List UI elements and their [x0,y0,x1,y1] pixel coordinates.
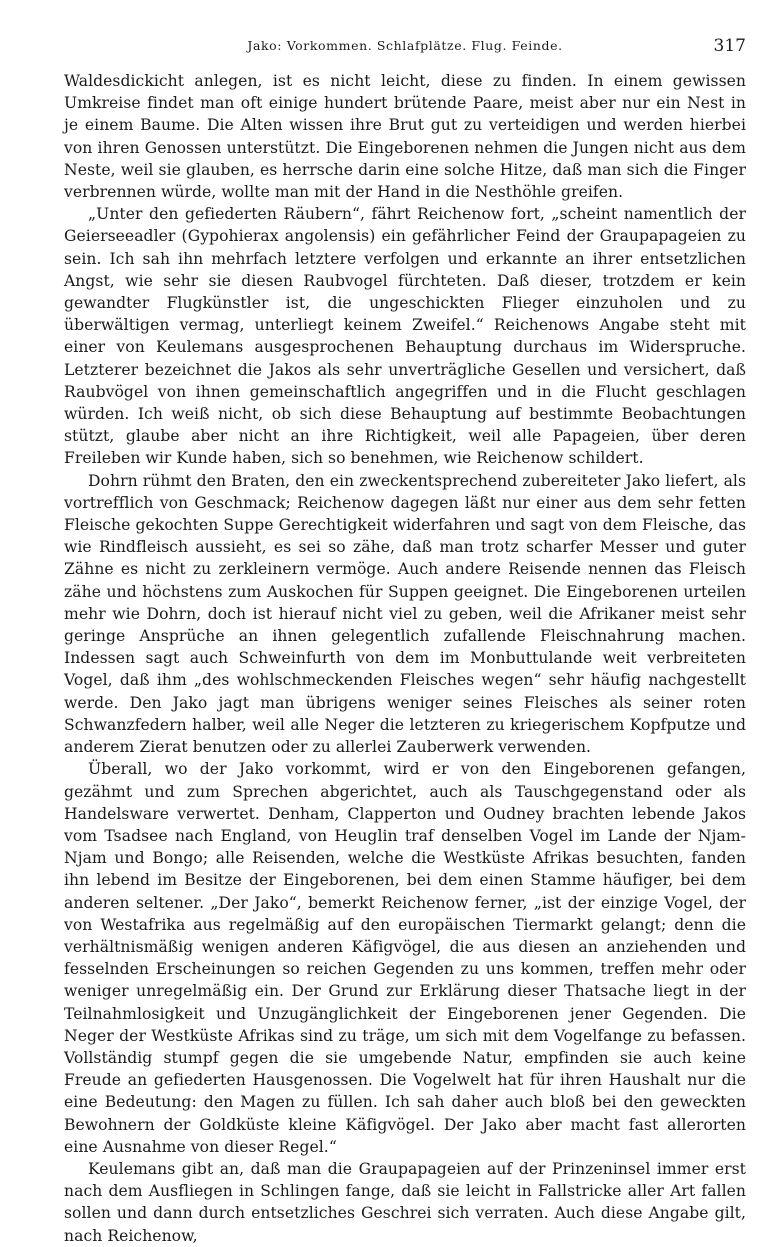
page-number: 317 [713,36,746,56]
paragraph-raubvoegel: „Unter den gefiederten Räubern“, fährt Reichenow fort, „scheint namentlich der Geierseeadler (Gypohierax angolensis) ein gefährlicher Feind der Graupapageien zu sein. Ich sah ihn mehrfach letztere verfolgen und erkannte an ihrer entsetzlichen Angst, wie sehr sie diesen Raubvogel fürchteten. Daß dieser, trotzdem er kein gewandter Flugkünstler ist, die ungeschickten Flieger einzuholen und zu überwältigen vermag, unterliegt keinem Zweifel.“ Reichenows Angabe steht mit einer von Keulemans ausgesprochenen Behauptung durchaus im Widerspruche. Letzterer bezeichnet die Jakos als sehr unverträgliche Gesellen und versichert, daß Raubvögel von ihnen gemeinschaftlich angegriffen und in die Flucht geschlagen würden. Ich weiß nicht, ob sich diese Behauptung auf bestimmte Beobachtungen stützt, glaube aber nicht an ihre Richtigkeit, weil alle Papageien, über deren Freileben wir Kunde haben, sich so benehmen, wie Reichenow schildert. [64,205,746,468]
paragraph-braten: Dohrn rühmt den Braten, den ein zweckentsprechend zubereiteter Jako liefert, als vortrefflich von Geschmack; Reichenow dagegen läßt nur einer aus dem sehr fetten Fleische gekochten Suppe Gerechtigkeit widerfahren und sagt von dem Fleische, das wie Rindfleisch aussieht, es sei so zähe, daß man trotz scharfer Messer und guter Zähne es nicht zu zerkleinern vermöge. Auch andere Reisende nennen das Fleisch zähe und höchstens zum Auskochen für Suppen geeignet. Die Eingeborenen urteilen mehr wie Dohrn, doch ist hierauf nicht viel zu geben, weil die Afrikaner meist sehr geringe Ansprüche an ihnen gelegentlich zufallende Fleischnahrung machen. Indessen sagt auch Schweinfurth von dem im Monbuttulande weit verbreiteten Vogel, daß ihm „des wohlschmeckenden Fleisches wegen“ sehr häufig nachgestellt werde. Den Jako jagt man übrigens weniger seines Fleisches als seiner roten Schwanzfedern halber, weil alle Neger die letzteren zu kriegerischem Kopfputze und anderem Zierat benutzen oder zu allerlei Zauberwerk verwenden. [64,471,746,757]
body-text [64,70,746,1247]
page-header [64,30,746,70]
running-head: Jako: Vorkommen. Schlafplätze. Flug. Feinde. [247,38,563,53]
paragraph-fang: Überall, wo der Jako vorkommt, wird er von den Eingeborenen gefangen, gezähmt und zum Sprechen abgerichtet, auch als Tauschgegenstand oder als Handelsware verwertet. Denham, Clapperton und Oudney brachten lebende Jakos vom Tsadsee nach England, von Heuglin traf denselben Vogel im Lande der Njam-Njam und Bongo; alle Reisenden, welche die Westküste Afrikas besuchten, fanden ihn lebend im Besitze der Eingeborenen, bei dem einen Stamme häufiger, bei dem anderen seltener. „Der Jako“, bemerkt Reichenow ferner, „ist der einzige Vogel, der von Westafrika aus regelmäßig auf den europäischen Tiermarkt gelangt; denn die verhältnismäßig wenigen anderen Käfigvögel, die aus diesen an anziehenden und fesselnden Erscheinungen so reichen Gegenden zu uns kommen, treffen mehr oder weniger unregelmäßig ein. Der Grund zur Erklärung dieser Thatsache liegt in der Teilnahmlosigkeit und Unzugänglichkeit der Eingeborenen jener Gegenden. Die Neger der Westküste Afrikas sind zu träge, um sich mit dem Vogelfange zu befassen. Vollständig stumpf gegen die sie umgebende Natur, empfinden sie auch keine Freude an gefiederten Hausgenossen. Die Vogelwelt hat für ihren Haushalt nur die eine Bedeutung: den Magen zu füllen. Ich sah daher auch bloß bei den geweckten Bewohnern der Goldküste kleine Käfigvögel. Der Jako aber macht fast allerorten eine Ausnahme von dieser Regel.“ [64,760,746,1156]
paragraph-continued: Waldesdickicht anlegen, ist es nicht leicht, diese zu finden. In einem gewissen Umkreise findet man oft einige hundert brütende Paare, meist aber nur ein Nest in je einem Baume. Die Alten wissen ihre Brut gut zu verteidigen und werden hierbei von ihren Genossen unterstützt. Die Eingeborenen nehmen die Jungen nicht aus dem Neste, weil sie glauben, es herrsche darin eine solche Hitze, daß man sich die Finger verbrennen würde, wollte man mit der Hand in die Nesthöhle greifen. [64,72,746,202]
paragraph-keulemans: Keulemans gibt an, daß man die Graupapageien auf der Prinzeninsel immer erst nach dem Ausfliegen in Schlingen fange, daß sie leicht in Fallstricke aller Art fallen sollen und dann durch entsetzliches Geschrei sich verraten. Auch diese Angabe gilt, nach Reichenow, [64,1159,746,1245]
